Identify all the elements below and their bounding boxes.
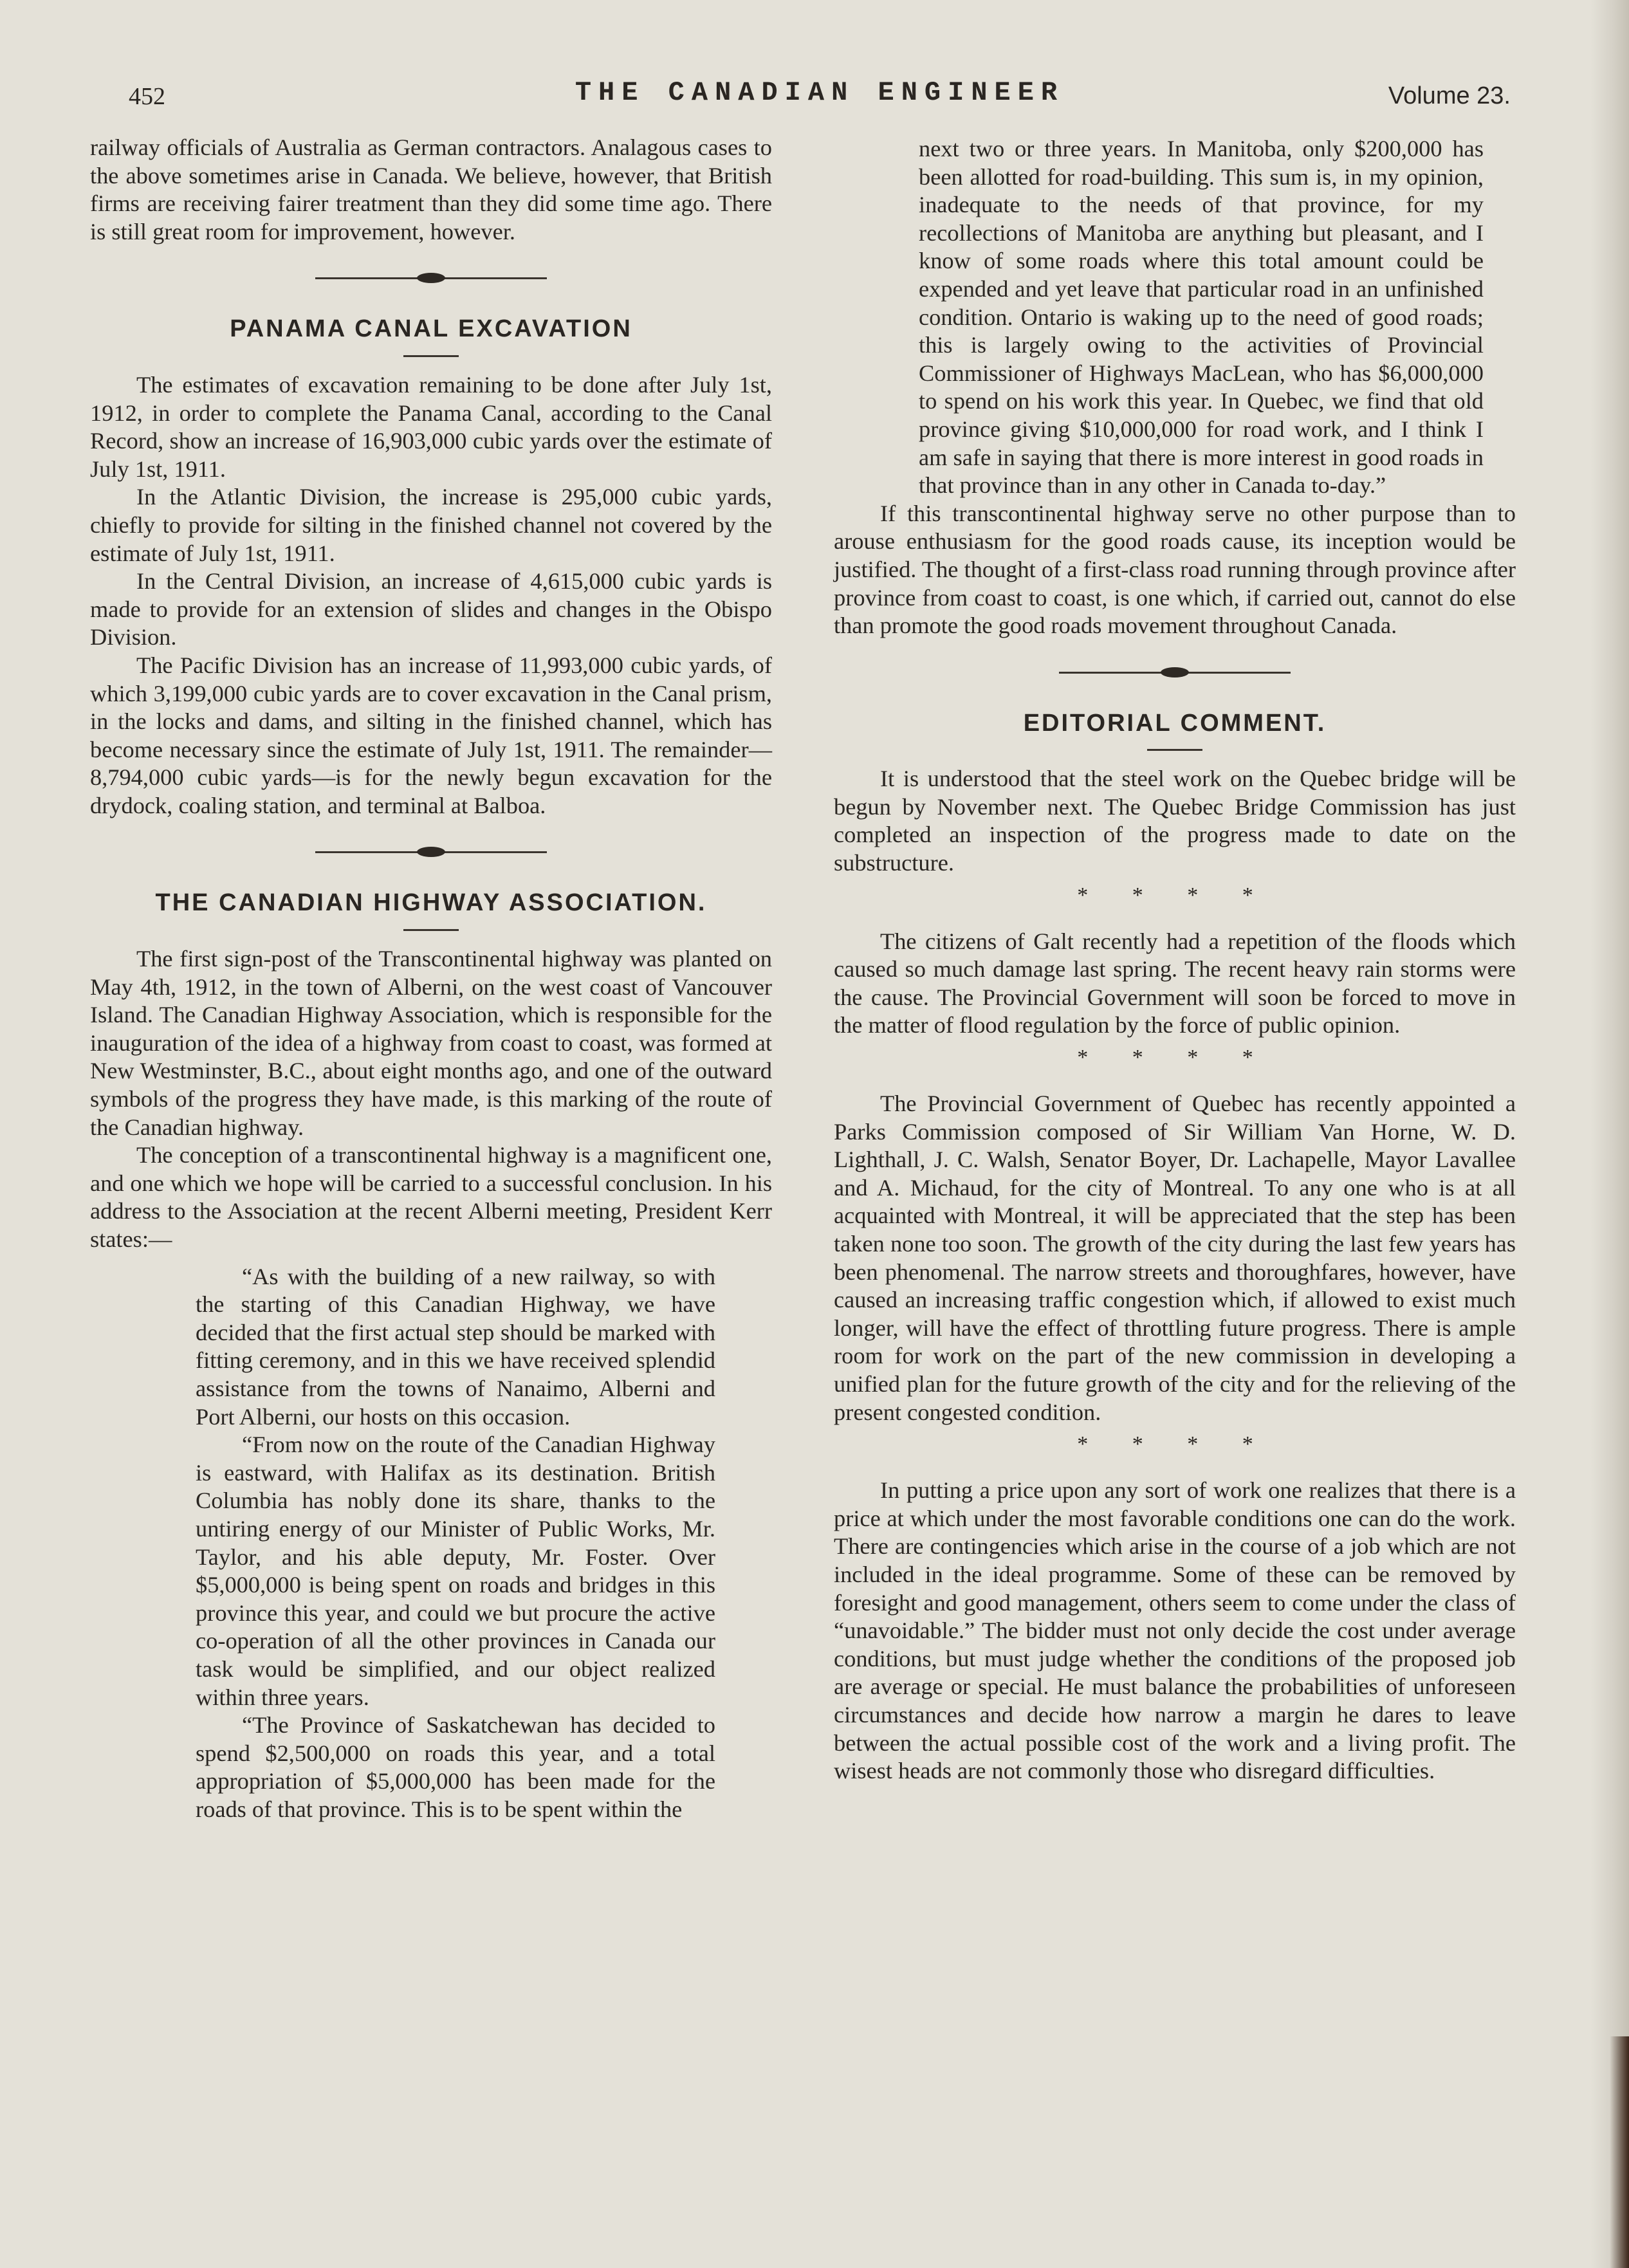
- page-edge: [1590, 0, 1629, 2268]
- kerr-quote-paragraph: “As with the building of a new railway, so with the starting of this Canadian Highway, we have decided that the first actual step should be marked with fitting ceremony, and in this we have received splendid assistance from the towns of Nanaimo, Alberni and Port Alberni, our hosts on this occasion.: [196, 1263, 715, 1430]
- page-number: 452: [129, 83, 165, 110]
- section-divider-ornament: [315, 272, 547, 284]
- highway-paragraph: The first sign-post of the Transcontinental highway was planted on May 4th, 1912, in the town of Alberni, on the west coast of Vancouver Island. The Canadian Highway Association, which is responsible for the inauguration of the idea of a highway from coast to coast, was formed at New Westminster, B.C., about eight months ago, and one of the outward symbols of the progress they have made, is this marking of the route of the Canadian highway.: [90, 946, 772, 1140]
- section-divider-ornament: [1059, 666, 1291, 679]
- editorial-item: The Provincial Government of Quebec has recently appointed a Parks Commission composed of Sir William Van Horne, W. D. Lighthall, J. C. Walsh, Senator Boyer, Dr. Lachapelle, Mayor Lavallee and A. Michaud, for the city of Montreal. To any one who is at all acquainted with Montreal, it will be appreciated that the step has been taken none too soon. The growth of the city during the last few years has been phenomenal. The narrow streets and thoroughfares, however, have caused an increasing traffic congestion which, if allowed to exist much longer, will have the effect of throttling future progress. There is ample room for work on the part of the new commission in developing a unified plan for the future growth of the city and for the relieving of the present congested condition.: [834, 1091, 1516, 1425]
- page-header: [129, 77, 1511, 122]
- section-divider-ornament: [315, 845, 547, 858]
- journal-title: THE CANADIAN ENGINEER: [575, 77, 1065, 108]
- panama-section-title: PANAMA CANAL EXCAVATION: [230, 315, 632, 343]
- asterism-separator: * * * *: [1077, 1046, 1273, 1070]
- title-rule: [403, 929, 459, 931]
- panama-paragraph: In the Central Division, an increase of 4,615,000 cubic yards is made to provide for an extension of slides and changes in the Obispo Division.: [90, 568, 772, 650]
- binding-shadow: [1610, 2036, 1629, 2268]
- title-rule: [1147, 749, 1202, 751]
- highway-paragraph: The conception of a transcontinental highway is a magnificent one, and one which we hope will be carried to a successful conclusion. In his address to the Association at the recent Alberni meeting, President Kerr states:—: [90, 1142, 772, 1252]
- right-column: [834, 135, 1516, 1785]
- editorial-item: It is understood that the steel work on the Quebec bridge will be begun by November next. The Quebec Bridge Commission has just completed an inspection of the progress made to date on the substructure.: [834, 766, 1516, 876]
- panama-paragraph: In the Atlantic Division, the increase is 295,000 cubic yards, chiefly to provide for silting in the finished channel not covered by the estimate of July 1st, 1911.: [90, 484, 772, 566]
- asterism-separator: * * * *: [1077, 1432, 1273, 1457]
- asterism-separator: * * * *: [1077, 883, 1273, 907]
- title-rule: [403, 355, 459, 357]
- kerr-quote-continued: next two or three years. In Manitoba, only $200,000 has been allotted for road-building. This sum is, in my opinion, inadequate to the needs of that province, for my recollections of Manitoba are anything but pleasant, and I know of some roads where this total amount could be expended and yet leave that particular road in an unfinished condition. Ontario is waking up to the need of good roads; this is largely owing to the activities of Provincial Commissioner of Highways MacLean, who has $6,000,000 to spend on his work this year. In Quebec, we find that old province giving $10,000,000 for road work, and I think I am safe in saying that there is more interest in good roads in that province than in any other in Canada to-day.”: [919, 136, 1484, 499]
- highway-section-title: THE CANADIAN HIGHWAY ASSOCIATION.: [155, 889, 707, 917]
- intro-paragraph: railway officials of Australia as German contractors. Analagous cases to the above sometimes arise in Canada. We believe, however, that British firms are receiving fairer treatment than they did some time ago. There is still great room for improvement, however.: [90, 134, 772, 244]
- highway-closing-paragraph: If this transcontinental highway serve no other purpose than to arouse enthusiasm for the good roads cause, its inception would be justified. The thought of a first-class road running through province after province from coast to coast, is one which, if carried out, cannot do else than promote the good roads movement throughout Canada.: [834, 500, 1516, 639]
- editorial-item: The citizens of Galt recently had a repetition of the floods which caused so much damage last spring. The recent heavy rain storms were the cause. The Provincial Government will soon be forced to move in the matter of flood regulation by the force of public opinion.: [834, 928, 1516, 1038]
- left-column: [90, 134, 772, 1823]
- editorial-item: In putting a price upon any sort of work one realizes that there is a price at which under the most favorable conditions one can do the work. There are contingencies which arise in the course of a job which are not included in the ideal programme. Some of these can be removed by foresight and good management, others seem to come under the class of “unavoidable.” The bidder must not only decide the cost under average conditions, but must judge whether the conditions of the proposed job are average or special. He must balance the probabilities of unforeseen circumstances and decide how narrow a margin he dares to leave between the actual possible cost of the work and a living profit. The wisest heads are not commonly those who disregard difficulties.: [834, 1477, 1516, 1784]
- panama-paragraph: The Pacific Division has an increase of 11,993,000 cubic yards, of which 3,199,000 cubic yards are to cover excavation in the Canal prism, in the locks and dams, and silting in the finished channel, which has become necessary since the estimate of July 1st, 1911. The remainder—8,794,000 cubic yards—is for the newly begun excavation for the drydock, coaling station, and terminal at Balboa.: [90, 652, 772, 818]
- panama-paragraph: The estimates of excavation remaining to be done after July 1st, 1912, in order to complete the Panama Canal, according to the Canal Record, show an increase of 16,903,000 cubic yards over the estimate of July 1st, 1911.: [90, 371, 772, 482]
- kerr-quote-paragraph: “The Province of Saskatchewan has decided to spend $2,500,000 on roads this year, and a total appropriation of $5,000,000 has been made for the roads of that province. This is to be spent within the: [196, 1712, 715, 1822]
- editorial-section-title: EDITORIAL COMMENT.: [1023, 709, 1327, 737]
- volume-label: Volume 23.: [1388, 82, 1511, 109]
- kerr-quote-paragraph: “From now on the route of the Canadian Highway is eastward, with Halifax as its destination. British Columbia has nobly done its share, thanks to the untiring energy of our Minister of Public Works, Mr. Taylor, and his able deputy, Mr. Foster. Over $5,000,000 is being spent on roads and bridges in this province this year, and could we but procure the active co-operation of all the other provinces in Canada our task would be simplified, and our object realized within three years.: [196, 1432, 715, 1710]
